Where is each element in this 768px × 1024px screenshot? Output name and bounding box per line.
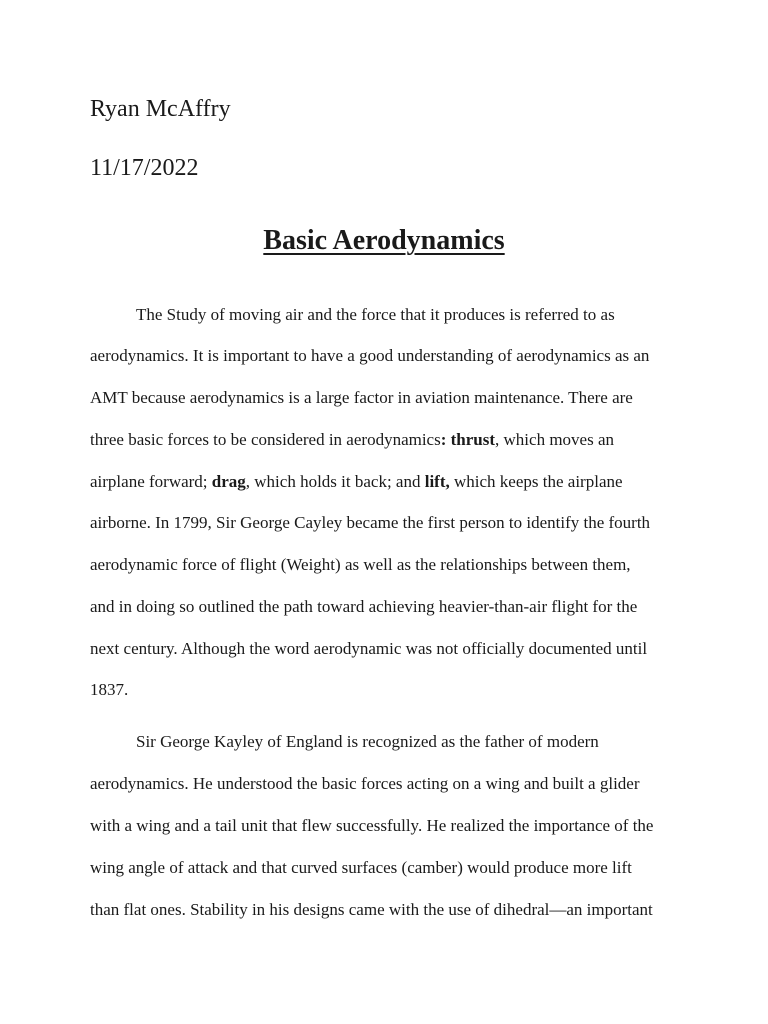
paragraph-line: with a wing and a tail unit that flew successfully. He realized the importance of the (90, 816, 654, 835)
text-run: which keeps the airplane (449, 472, 623, 491)
text-run: , which moves an (495, 430, 615, 449)
document-title: Basic Aerodynamics (263, 225, 505, 256)
paragraph-line: The Study of moving air and the force that it produces is referred to as (136, 305, 615, 324)
paragraph-line (90, 429, 614, 451)
bold-term-lift: lift, (424, 472, 450, 491)
text-run: three basic forces to be considered in aerodynamics (90, 430, 441, 449)
paragraph-line: wing angle of attack and that curved surfaces (camber) would produce more lift (90, 858, 632, 877)
text-run: airplane forward; (90, 472, 212, 491)
paragraph-line (90, 471, 623, 493)
paragraph-line: 1837. (90, 680, 129, 699)
paragraph-line: aerodynamic force of flight (Weight) as well as the relationships between them, (90, 555, 631, 574)
paragraph-line: AMT because aerodynamics is a large factor in aviation maintenance. There are (90, 388, 633, 407)
paragraph-line: and in doing so outlined the path toward achieving heavier-than-air flight for the (90, 597, 638, 616)
paragraph-line: airborne. In 1799, Sir George Cayley became the first person to identify the fourth (90, 513, 651, 532)
paragraph-line: next century. Although the word aerodynamic was not officially documented until (90, 639, 648, 658)
paragraph-line: aerodynamics. It is important to have a good understanding of aerodynamics as an (90, 346, 650, 365)
paragraph-line: Sir George Kayley of England is recognized as the father of modern (136, 732, 599, 751)
author-name: Ryan McAffry (90, 96, 231, 122)
paragraph-line: aerodynamics. He understood the basic forces acting on a wing and built a glider (90, 774, 640, 793)
paragraph-line: than flat ones. Stability in his designs came with the use of dihedral—an important (90, 900, 653, 919)
bold-term-drag: drag (211, 472, 246, 491)
text-run: , which holds it back; and (245, 472, 425, 491)
document-date: 11/17/2022 (90, 155, 199, 181)
bold-term-thrust: : thrust (440, 430, 496, 449)
